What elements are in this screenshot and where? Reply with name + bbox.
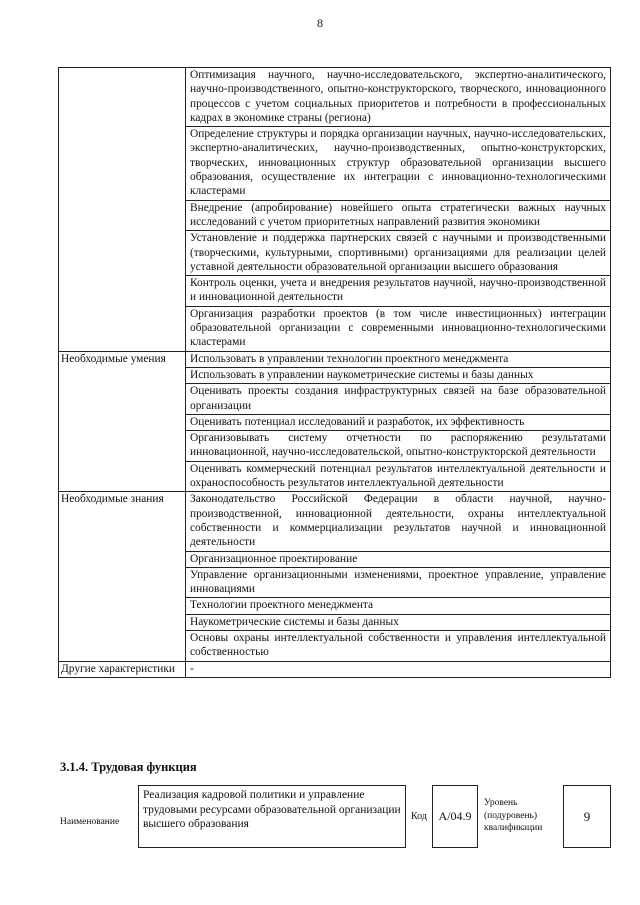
row-text: Организация разработки проектов (в том числе инвестиционных) интеграции образовательной организации с современными инновационно-технологическими кластерами	[186, 306, 611, 351]
name-label: Наименование	[60, 817, 120, 827]
row-text: Внедрение (апробирование) новейшего опыта стратегически важных научных исследований с учетом приоритетных направлений развития экономики	[186, 200, 611, 231]
section-heading: 3.1.4. Трудовая функция	[60, 760, 197, 774]
code-value: А/04.9	[432, 785, 478, 848]
row-label: Необходимые знания	[59, 492, 186, 661]
function-name-value: Реализация кадровой политики и управление трудовыми ресурсами образовательной организации высшего образования	[138, 785, 406, 848]
row-text: Законодательство Российской Федерации в области научной, научно-производственной, инновационной деятельности, охраны интеллектуальной собственности и коммерциализации результатов научной и инновационной деятельности	[186, 492, 611, 551]
row-text: Использовать в управлении технологии проектного менеджмента	[186, 351, 611, 367]
function-table	[58, 67, 611, 678]
row-text: Оценивать потенциал исследований и разработок, их эффективность	[186, 414, 611, 430]
row-label	[59, 68, 186, 352]
table-row	[59, 661, 611, 677]
table-row	[59, 68, 611, 127]
row-text: Наукометрические системы и базы данных	[186, 614, 611, 630]
row-text: Оптимизация научного, научно-исследовательского, экспертно-аналитического, научно-производственного, опытно-конструкторского, творческого, инновационного процессов с учетом социальных приоритетов и потребности в профессиональных кадрах в экономике страны (региона)	[186, 68, 611, 127]
table-row	[59, 351, 611, 367]
row-text: Оценивать проекты создания инфраструктурных связей на базе образовательной организации	[186, 384, 611, 415]
row-text: Технологии проектного менеджмента	[186, 598, 611, 614]
row-text: Оценивать коммерческий потенциал результатов интеллектуальной деятельности и охраноспособность результатов интеллектуальной деятельности	[186, 461, 611, 492]
row-text: Основы охраны интеллектуальной собственности и управления интеллектуальной собственностью	[186, 630, 611, 661]
row-label: Необходимые умения	[59, 351, 186, 492]
page-number: 8	[317, 16, 323, 30]
table-row	[59, 492, 611, 551]
qualification-level-label: Уровень (подуровень) квалификации	[484, 798, 543, 833]
row-text: Использовать в управлении наукометрические системы и базы данных	[186, 367, 611, 383]
row-text: Контроль оценки, учета и внедрения результатов научной, научно-производственной и инновационной деятельности	[186, 276, 611, 307]
row-text: Определение структуры и порядка организации научных, научно-исследовательских, экспертно-аналитических, научно-производственных, опытно-конструкторских, творческих, инновационных структур образовательной организации высшего образования, осуществление их интеграции с инновационно-технологическими кластерами	[186, 127, 611, 200]
row-text: -	[186, 661, 611, 677]
row-label: Другие характеристики	[59, 661, 186, 677]
row-text: Организационное проектирование	[186, 551, 611, 567]
qualification-level-value: 9	[563, 785, 611, 848]
row-text: Организовывать систему отчетности по распоряжению результатами инновационной, научно-исследовательской, опытно-конструкторской деятельности	[186, 431, 611, 462]
row-text: Установление и поддержка партнерских связей с научными и производственными (творческими, культурными, спортивными) организациями для реализации целей уставной деятельности образовательной организации высшего образования	[186, 231, 611, 276]
row-text: Управление организационными изменениями, проектное управление, управление инновациями	[186, 567, 611, 598]
code-label: Код	[411, 811, 427, 822]
